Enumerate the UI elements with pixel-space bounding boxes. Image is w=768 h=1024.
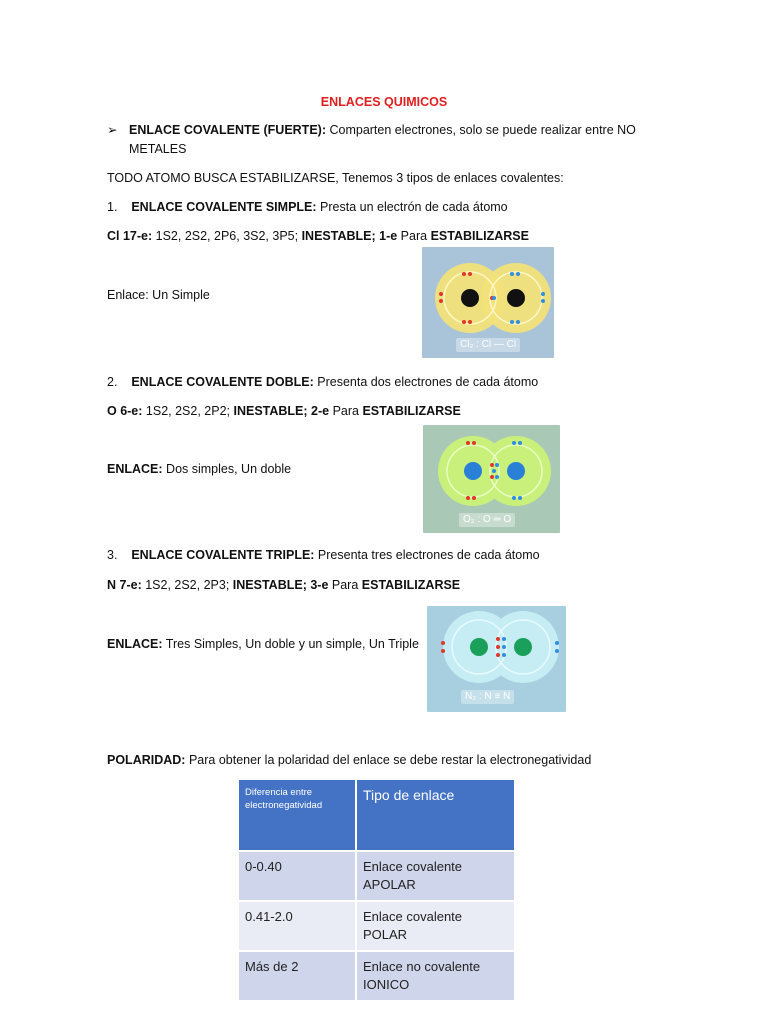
bullet-text: Comparten electrones, solo se puede realizar entre NO [326, 123, 636, 137]
section-2-enlace [107, 461, 291, 477]
polaridad-paragraph [107, 752, 591, 768]
bullet-heading: ENLACE COVALENTE (FUERTE): [129, 123, 326, 137]
config-state: INESTABLE; 3-e [232, 578, 329, 592]
config-element: N 7-e: [107, 578, 142, 592]
section-1-config [107, 228, 529, 244]
bullet-paragraph [129, 122, 636, 138]
polaridad-text: Para obtener la polaridad del enlace se debe restar la electronegatividad [185, 753, 592, 767]
document-title: ENLACES QUIMICOS [320, 95, 448, 109]
table-cell-type: Enlace covalente APOLAR [356, 851, 514, 901]
section-1-enlace: Enlace: Un Simple [107, 288, 210, 302]
section-2-config [107, 403, 461, 419]
section-1-title: ENLACE COVALENTE SIMPLE: [131, 200, 317, 214]
section-3-config [107, 577, 460, 593]
enlace-text: Tres Simples, Un doble y un simple, Un Triple [162, 637, 419, 651]
config-connector: Para [329, 404, 363, 418]
enlace-text: Dos simples, Un doble [162, 462, 292, 476]
section-1-number: 1. [107, 200, 118, 214]
config-state: INESTABLE; 2-e [233, 404, 330, 418]
n2-formula-caption: N₂ : N ≡ N [461, 690, 514, 704]
table-cell-range: Más de 2 [239, 951, 356, 1001]
section-2-number: 2. [107, 375, 118, 389]
table-header-type: Tipo de enlace [356, 780, 514, 851]
table-row [239, 951, 514, 1001]
section-2-description: Presenta dos electrones de cada átomo [313, 375, 539, 389]
table-cell-range: 0.41-2.0 [239, 901, 356, 951]
config-goal: ESTABILIZARSE [430, 229, 529, 243]
polaridad-heading: POLARIDAD: [107, 753, 186, 767]
section-2-title: ENLACE COVALENTE DOBLE: [131, 375, 314, 389]
section-3-description: Presenta tres electrones de cada átomo [314, 548, 540, 562]
table-cell-type: Enlace covalente POLAR [356, 901, 514, 951]
config-values: 1S2, 2S2, 2P3; [141, 578, 233, 592]
bullet-arrow-icon: ➢ [107, 123, 118, 137]
config-element: Cl 17-e: [107, 229, 153, 243]
section-1-description: Presta un electrón de cada átomo [316, 200, 508, 214]
n2-bond-diagram [427, 606, 566, 712]
config-element: O 6-e: [107, 404, 143, 418]
config-state: INESTABLE; 1-e [301, 229, 398, 243]
config-goal: ESTABILIZARSE [362, 404, 461, 418]
cl2-formula-caption: Cl₂ : Cl — Cl [456, 338, 520, 352]
section-3-number: 3. [107, 548, 118, 562]
section-3-heading [107, 547, 540, 563]
table-cell-type: Enlace no covalente IONICO [356, 951, 514, 1001]
polarity-table [239, 780, 514, 1002]
o2-bond-diagram [423, 425, 560, 533]
cl2-bond-diagram [422, 247, 554, 358]
table-row [239, 901, 514, 951]
config-connector: Para [397, 229, 431, 243]
section-2-heading [107, 374, 538, 390]
section-3-enlace [107, 636, 419, 652]
bullet-text-continuation: METALES [129, 142, 187, 156]
section-1-heading [107, 199, 508, 215]
intro-text: TODO ATOMO BUSCA ESTABILIZARSE, Tenemos 3 tipos de enlaces covalentes: [107, 171, 564, 185]
section-3-title: ENLACE COVALENTE TRIPLE: [131, 548, 315, 562]
enlace-heading: ENLACE: [107, 637, 163, 651]
table-header-difference: Diferencia entre electronegatividad [239, 780, 356, 851]
o2-formula-caption: O₂ : O ═ O [459, 513, 515, 527]
table-cell-range: 0-0.40 [239, 851, 356, 901]
table-row [239, 851, 514, 901]
config-values: 1S2, 2S2, 2P6, 3S2, 3P5; [152, 229, 302, 243]
table-header-row [239, 780, 514, 851]
config-connector: Para [328, 578, 362, 592]
config-values: 1S2, 2S2, 2P2; [142, 404, 234, 418]
config-goal: ESTABILIZARSE [361, 578, 461, 592]
enlace-heading: ENLACE: [107, 462, 163, 476]
